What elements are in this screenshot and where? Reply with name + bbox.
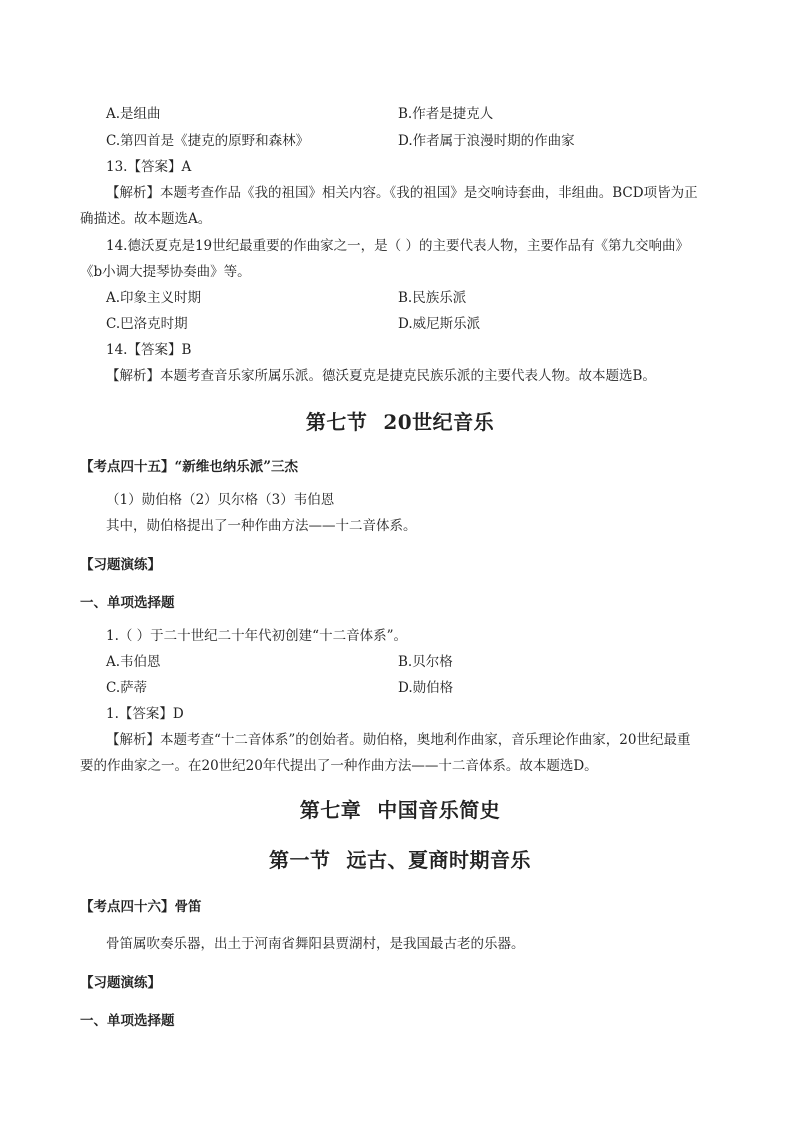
kaodian-46-title: 【考点四十六】骨笛 (80, 899, 202, 915)
section-1-title: 远古、夏商时期音乐 (346, 848, 531, 872)
s7-q1-analysis-line1: 【解析】本题考查“十二音体系”的创始者。勋伯格，奥地利作曲家，音乐理论作曲家，20世纪最重 (106, 732, 691, 748)
q14-analysis: 【解析】本题考查音乐家所属乐派。德沃夏克是捷克民族乐派的主要代表人物。故本题选B。 (106, 368, 656, 384)
s7-q1-stem: 1.（ ）于二十世纪二十年代初创建“十二音体系”。 (106, 628, 407, 644)
q13-option-a: A.是组曲 (106, 106, 161, 122)
section-1-number: 第一节 (269, 848, 331, 872)
q14-option-d: D.威尼斯乐派 (398, 316, 481, 332)
practice-heading-2: 【习题演练】 (80, 975, 161, 991)
s7-q1-option-a: A.韦伯恩 (106, 654, 161, 670)
section-7-number: 第七节 (305, 410, 368, 434)
s7-q1-option-c: C.萨蒂 (106, 680, 148, 696)
kaodian-46-desc: 骨笛属吹奏乐器，出土于河南省舞阳县贾湖村，是我国最古老的乐器。 (106, 936, 525, 952)
q13-analysis-line2: 确描述。故本题选A。 (80, 211, 212, 227)
kaodian-45-title: 【考点四十五】“新维也纳乐派”三杰 (80, 459, 299, 475)
s7-q1-answer: 1.【答案】D (106, 706, 184, 722)
chapter-7-number: 第七章 (299, 798, 362, 822)
q13-option-c: C.第四首是《捷克的原野和森林》 (106, 133, 310, 149)
section-7-title: 20世纪音乐 (383, 410, 495, 434)
practice-heading: 【习题演练】 (80, 557, 161, 573)
chapter-7-heading (0, 796, 800, 824)
q14-option-c: C.巴洛克时期 (106, 316, 188, 332)
section-7-heading (0, 408, 800, 436)
chapter-7-title: 中国音乐简史 (377, 798, 501, 822)
q14-answer: 14.【答案】B (106, 342, 192, 358)
section-1-heading (0, 846, 800, 874)
q14-option-a: A.印象主义时期 (106, 290, 202, 306)
question-type-heading-2: 一、单项选择题 (80, 1013, 175, 1029)
s7-q1-option-d: D.勋伯格 (398, 680, 454, 696)
question-type-heading: 一、单项选择题 (80, 595, 175, 611)
q13-option-b: B.作者是捷克人 (398, 106, 494, 122)
kaodian-45-desc: 其中，勋伯格提出了一种作曲方法——十二音体系。 (106, 518, 417, 534)
q14-stem-line1: 14.德沃夏克是19世纪最重要的作曲家之一，是（ ）的主要代表人物，主要作品有《第九交响曲》 (106, 238, 689, 254)
q14-stem-line2: 《b小调大提琴协奏曲》等。 (80, 264, 251, 280)
q13-option-d: D.作者属于浪漫时期的作曲家 (398, 133, 575, 149)
q14-option-b: B.民族乐派 (398, 290, 467, 306)
kaodian-45-list: （1）勋伯格（2）贝尔格（3）韦伯恩 (106, 492, 335, 508)
s7-q1-analysis-line2: 要的作曲家之一。在20世纪20年代提出了一种作曲方法——十二音体系。故本题选D。 (80, 758, 598, 774)
q13-answer: 13.【答案】A (106, 159, 192, 175)
s7-q1-option-b: B.贝尔格 (398, 654, 453, 670)
q13-analysis-line1: 【解析】本题考查作品《我的祖国》相关内容。《我的祖国》是交响诗套曲，非组曲。BCD项皆为正 (106, 185, 698, 201)
